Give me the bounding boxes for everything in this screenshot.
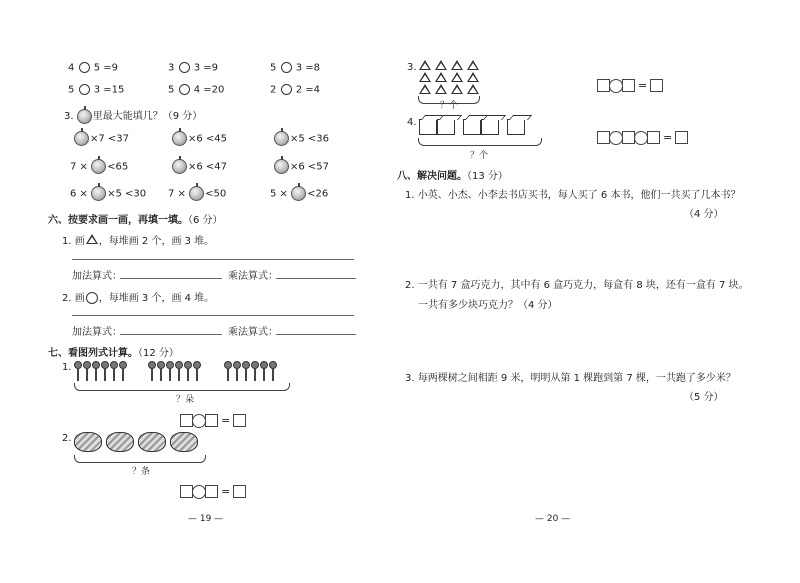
answer-circle[interactable] bbox=[79, 62, 90, 73]
answer-box[interactable] bbox=[205, 485, 218, 498]
operator-circle[interactable] bbox=[634, 131, 648, 145]
num: 2 =4 bbox=[295, 84, 321, 96]
triangle-grid bbox=[419, 59, 483, 95]
inequality-item: 7 × <50 bbox=[168, 186, 226, 201]
add-answer-line[interactable] bbox=[120, 334, 222, 335]
section-6-title: 六、按要求画一画，再填一填。（6 分） bbox=[48, 215, 223, 226]
num: 3 =8 bbox=[295, 62, 321, 74]
inequality-item: ×5 <36 bbox=[274, 131, 329, 146]
operator-circle[interactable] bbox=[609, 131, 623, 145]
answer-box[interactable] bbox=[647, 131, 660, 144]
inequality-item: ×6 <45 bbox=[172, 131, 227, 146]
answer-circle[interactable] bbox=[79, 84, 90, 95]
apple-icon[interactable] bbox=[291, 186, 306, 201]
apple-icon[interactable] bbox=[91, 186, 106, 201]
add-label: 加法算式： bbox=[72, 327, 122, 338]
num: 5 bbox=[270, 62, 277, 74]
compare-item bbox=[68, 84, 124, 96]
compare-item bbox=[270, 84, 320, 96]
section-8-title: 八、解决问题。（13 分） bbox=[397, 171, 508, 182]
num: 5 bbox=[68, 84, 75, 96]
flower-group bbox=[224, 361, 278, 385]
num: 4 bbox=[68, 62, 75, 74]
question-3-heading: 3. 里最大能填几？（9 分） bbox=[64, 107, 202, 124]
caption: ？个 bbox=[440, 101, 459, 111]
answer-box[interactable] bbox=[233, 485, 246, 498]
apple-icon[interactable] bbox=[274, 159, 289, 174]
answer-box[interactable] bbox=[650, 79, 663, 92]
apple-icon[interactable] bbox=[74, 131, 89, 146]
mul-label: 乘法算式： bbox=[228, 271, 278, 282]
answer-circle[interactable] bbox=[281, 62, 292, 73]
operator-circle[interactable] bbox=[609, 79, 623, 93]
drawing-line bbox=[72, 315, 354, 316]
page-number: — 19 — bbox=[188, 514, 224, 524]
answer-equation: = bbox=[180, 410, 246, 429]
num: 3 =9 bbox=[193, 62, 219, 74]
q1-num: 1. bbox=[62, 362, 72, 373]
score: （4 分） bbox=[684, 209, 724, 220]
inequality-item: 5 × <26 bbox=[270, 186, 328, 201]
num: 3 bbox=[168, 62, 175, 74]
s6-q2: 2. 画 ，每堆画 3 个，画 4 堆。 bbox=[62, 293, 215, 304]
answer-equation: = bbox=[597, 127, 688, 146]
compare-item bbox=[68, 62, 118, 74]
apple-icon[interactable] bbox=[172, 159, 187, 174]
answer-equation: = bbox=[597, 75, 663, 94]
problem-2-cont: 一共有多少块巧克力？（4 分） bbox=[418, 300, 558, 311]
drawing-line bbox=[72, 259, 354, 260]
fish-bowls bbox=[74, 432, 202, 456]
problem-3: 3. 每两棵树之间相距 9 米，明明从第 1 棵跑到第 7 棵，一共跑了多少米？ bbox=[405, 373, 736, 384]
num: 5 bbox=[168, 84, 175, 96]
brace bbox=[74, 383, 290, 391]
circle-icon bbox=[86, 292, 98, 304]
mul-answer-line[interactable] bbox=[276, 334, 356, 335]
num: 2 bbox=[270, 84, 277, 96]
operator-circle[interactable] bbox=[192, 485, 206, 499]
apple-icon[interactable] bbox=[172, 131, 187, 146]
caption: ？条 bbox=[132, 467, 151, 477]
caption: ？个 bbox=[470, 151, 489, 161]
problem-2: 2. 一共有 7 盒巧克力，其中有 6 盒巧克力，每盒有 8 块，还有一盒有 7 块。 bbox=[405, 280, 749, 291]
inequality-item: ×7 <37 bbox=[74, 131, 129, 146]
mul-answer-line[interactable] bbox=[276, 278, 356, 279]
apple-icon bbox=[77, 109, 92, 124]
s6-q1: 1. 画 ，每堆画 2 个，画 3 堆。 bbox=[62, 236, 215, 247]
problem-1: 1. 小英、小杰、小李去书店买书，每人买了 6 本书，他们一共买了几本书？ bbox=[405, 190, 741, 201]
q4-num: 4. bbox=[407, 117, 417, 128]
brace bbox=[74, 455, 206, 463]
flower-group bbox=[148, 361, 202, 385]
answer-box[interactable] bbox=[622, 79, 635, 92]
answer-box[interactable] bbox=[233, 414, 246, 427]
page-number: — 20 — bbox=[535, 514, 571, 524]
answer-circle[interactable] bbox=[179, 84, 190, 95]
inequality-item: 6 × ×5 <30 bbox=[70, 186, 146, 201]
add-label: 加法算式： bbox=[72, 271, 122, 282]
compare-item bbox=[168, 62, 218, 74]
apple-icon[interactable] bbox=[189, 186, 204, 201]
num: 5 =9 bbox=[93, 62, 119, 74]
compare-item bbox=[270, 62, 320, 74]
apple-icon[interactable] bbox=[274, 131, 289, 146]
answer-circle[interactable] bbox=[179, 62, 190, 73]
triangle-icon bbox=[86, 234, 98, 244]
mul-label: 乘法算式： bbox=[228, 327, 278, 338]
inequality-item: ×6 <47 bbox=[172, 159, 227, 174]
section-7-title: 七、看图列式计算。（12 分） bbox=[48, 348, 179, 359]
num: 4 =20 bbox=[193, 84, 225, 96]
answer-equation: = bbox=[180, 481, 246, 500]
inequality-item: 7 × <65 bbox=[70, 159, 128, 174]
answer-box[interactable] bbox=[205, 414, 218, 427]
flower-group bbox=[74, 361, 128, 385]
answer-circle[interactable] bbox=[281, 84, 292, 95]
inequality-item: ×6 <57 bbox=[274, 159, 329, 174]
num: 3 =15 bbox=[93, 84, 125, 96]
cube-groups bbox=[419, 119, 525, 139]
add-answer-line[interactable] bbox=[120, 278, 222, 279]
score: （5 分） bbox=[684, 392, 724, 403]
q2-num: 2. bbox=[62, 433, 72, 444]
caption: ？朵 bbox=[176, 395, 195, 405]
q3-num: 3. bbox=[407, 62, 417, 73]
apple-icon[interactable] bbox=[91, 159, 106, 174]
answer-box[interactable] bbox=[675, 131, 688, 144]
compare-item bbox=[168, 84, 224, 96]
operator-circle[interactable] bbox=[192, 414, 206, 428]
brace bbox=[418, 138, 542, 146]
